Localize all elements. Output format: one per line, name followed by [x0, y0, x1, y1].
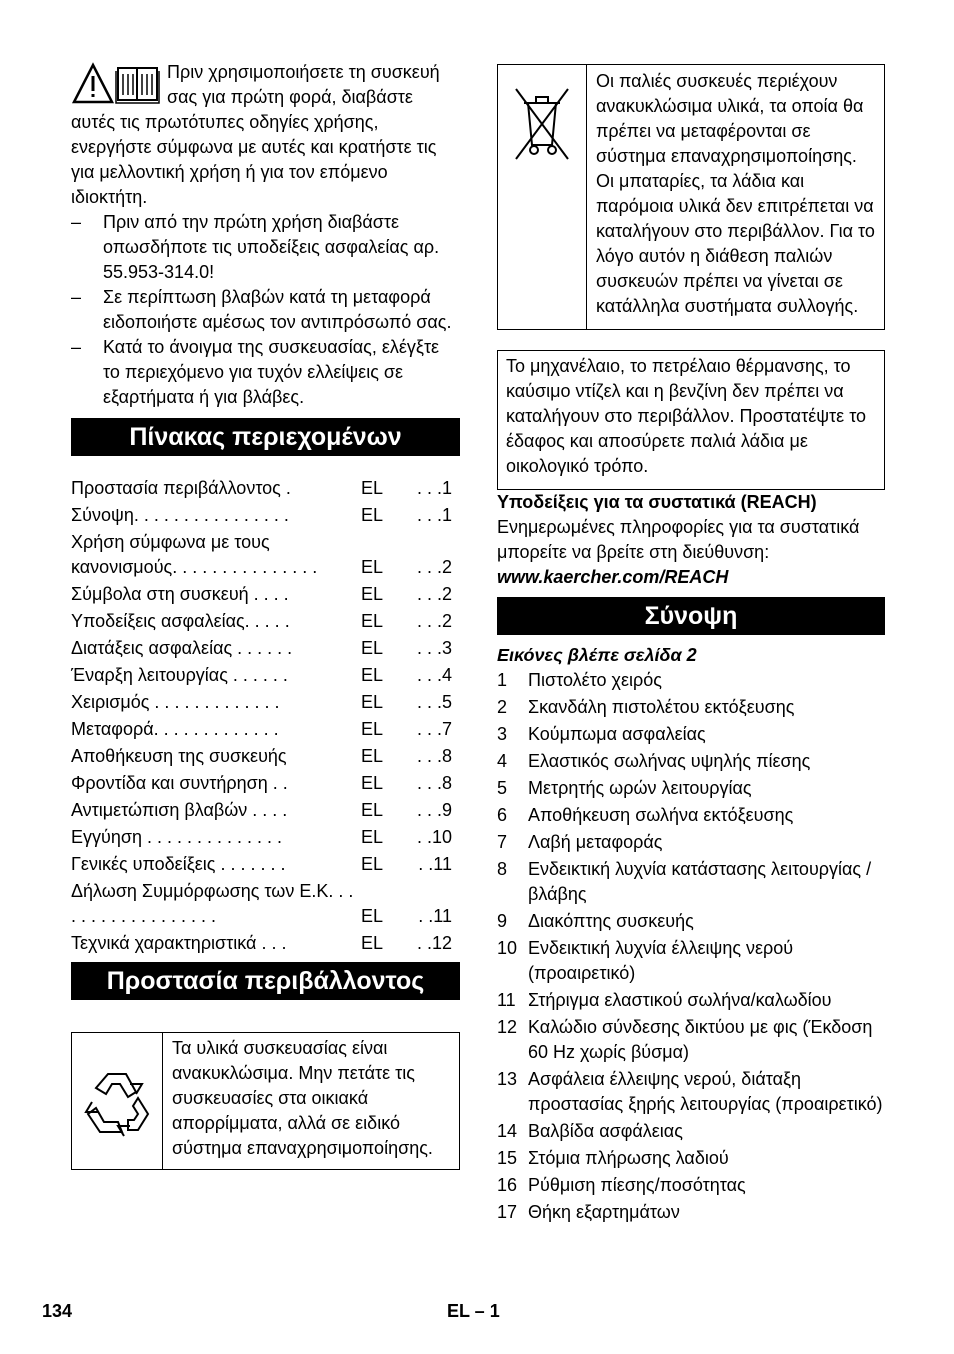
toc-entry-page: . .12 — [416, 933, 452, 953]
list-item — [497, 1119, 885, 1144]
list-item — [497, 936, 885, 986]
toc-entry-page: . . .3 — [416, 638, 452, 658]
item-number: 10 — [497, 938, 518, 958]
recycle-cell — [72, 1033, 163, 1169]
item-text: Πιστολέτο χειρός — [528, 670, 662, 690]
item-text: Ασφάλεια έλλειψης νερού, διάταξη προστασίας ξηρής λειτουργίας (προαιρετικό) — [528, 1069, 883, 1114]
toc-entry-page: . . .9 — [416, 800, 452, 820]
toc-row[interactable] — [71, 582, 460, 607]
list-item — [497, 722, 885, 747]
list-item — [497, 830, 885, 855]
toc-row[interactable] — [71, 744, 460, 769]
toc-entry-language: EL — [361, 933, 384, 953]
crossed-bin-icon — [512, 83, 572, 163]
toc-row[interactable] — [71, 663, 460, 688]
toc-entry-title: Διατάξεις ασφαλείας . . . . . . — [71, 638, 293, 658]
list-item — [497, 1173, 885, 1198]
warning-manual-icon — [71, 62, 161, 106]
figure-reference: Εικόνες βλέπε σελίδα 2 — [497, 645, 697, 665]
toc-entry-language: EL — [361, 557, 384, 577]
toc-entry-language: EL — [361, 505, 384, 525]
toc-entry-title: Σύμβολα στη συσκευή . . . . — [71, 584, 289, 604]
list-item — [497, 668, 885, 693]
toc-row[interactable] — [71, 636, 460, 661]
toc-entry-language: EL — [361, 478, 384, 498]
toc-entry-language: EL — [361, 746, 384, 766]
toc-entry-language: EL — [361, 665, 384, 685]
list-item — [497, 776, 885, 801]
item-number: 6 — [497, 805, 508, 825]
toc-entry-title: Τεχνικά χαρακτηριστικά . . . — [71, 933, 287, 953]
toc-row[interactable] — [71, 717, 460, 742]
toc-entry-language: EL — [361, 773, 384, 793]
weee-text: Οι παλιές συσκευές περιέχουν ανακυκλώσιμα υλικά, τα οποία θα πρέπει να μεταφέρονται σε σύστημα επαναχρησιμοποίησης. Οι μπαταρίες, τα λάδια και παρόμοια υλικά δεν επιτρέπεται να καταλήγουν στο περιβάλλον. Για το λόγο αυτόν η διάθεση παλιών συσκευών πρέπει να γίνεται σε κατάλληλα συστήματα συλλογής. — [596, 71, 875, 316]
toc-entry-page: . . .4 — [416, 665, 452, 685]
table-of-contents — [71, 476, 460, 956]
list-item — [497, 1067, 885, 1117]
item-text: Στήριγμα ελαστικού σωλήνα/καλωδίου — [528, 990, 832, 1010]
toc-entry-title: Μεταφορά. . . . . . . . . . . . . — [71, 719, 279, 739]
toc-row[interactable] — [71, 852, 460, 877]
list-item — [497, 803, 885, 828]
toc-entry-title: Χρήση σύμφωνα με τους κανονισμούς. . . . . . . . . . . . . . . — [71, 532, 318, 577]
recycle-text: Τα υλικά συσκευασίας είναι ανακυκλώσιμα. Μην πετάτε τις συσκευασίες στα οικιακά απορρίμματα, αλλά σε ειδικό σύστημα επαναχρησιμοποίησης. — [172, 1038, 433, 1158]
overview-list — [497, 668, 885, 1225]
item-text: Σκανδάλη πιστολέτου εκτόξευσης — [528, 697, 795, 717]
list-item — [497, 1015, 885, 1065]
list-item: – Σε περίπτωση βλαβών κατά τη μεταφορά ειδοποιήστε αμέσως τον αντιπρόσωπό σας. — [71, 285, 460, 335]
item-number: 12 — [497, 1017, 518, 1037]
weee-cell — [498, 65, 587, 329]
footer-language-page: EL – 1 — [447, 1301, 500, 1321]
toc-row[interactable] — [71, 690, 460, 715]
list-item — [497, 1146, 885, 1171]
item-text: Αποθήκευση σωλήνα εκτόξευσης — [528, 805, 794, 825]
item-number: 17 — [497, 1202, 518, 1222]
item-number: 5 — [497, 778, 508, 798]
item-text: Βαλβίδα ασφάλειας — [528, 1121, 683, 1141]
toc-row[interactable] — [71, 771, 460, 796]
toc-entry-page: . . .5 — [416, 692, 452, 712]
item-text: Στόμια πλήρωσης λαδιού — [528, 1148, 729, 1168]
item-text: Ενδεικτική λυχνία έλλειψης νερού (προαιρετικό) — [528, 938, 794, 983]
toc-entry-language: EL — [361, 800, 384, 820]
toc-entry-page: . . .2 — [416, 584, 452, 604]
toc-entry-title: Δήλωση Συμμόρφωσης των Ε.Κ. . . . . . . . . . . . . . . . . . — [71, 881, 354, 926]
toc-entry-title: Εγγύηση . . . . . . . . . . . . . . — [71, 827, 283, 847]
intro-list — [71, 210, 460, 410]
toc-entry-page: . . .2 — [416, 611, 452, 631]
right-column — [497, 64, 885, 1227]
toc-entry-title: Χειρισμός . . . . . . . . . . . . . — [71, 692, 280, 712]
reach-title: Υποδείξεις για τα συστατικά (REACH) — [497, 492, 817, 512]
item-text: Ενδεικτική λυχνία κατάστασης λειτουργίας / βλάβης — [528, 859, 872, 904]
toc-entry-language: EL — [361, 611, 384, 631]
item-number: 11 — [497, 990, 516, 1010]
page-number: 134 — [42, 1301, 73, 1321]
item-number: 9 — [497, 911, 508, 931]
toc-entry-page: . . .2 — [416, 557, 452, 577]
intro-text: Πριν χρησιμοποιήσετε τη συσκευή σας για πρώτη φορά, διαβάστε αυτές τις πρωτότυπες οδηγίες χρήσης, ενεργήστε σύμφωνα με αυτές και κρατήστε τις για μελλοντική χρήση ή για τον επόμενο ιδιοκτήτη. — [71, 62, 440, 207]
item-text: Διακόπτης συσκευής — [528, 911, 694, 931]
toc-row[interactable] — [71, 609, 460, 634]
overview-heading: Σύνοψη — [497, 597, 885, 635]
toc-heading: Πίνακας περιεχομένων — [71, 418, 460, 456]
item-number: 13 — [497, 1069, 518, 1089]
item-text: Λαβή μεταφοράς — [528, 832, 663, 852]
item-text: Θήκη εξαρτημάτων — [528, 1202, 680, 1222]
toc-entry-language: EL — [361, 854, 384, 874]
item-text: Κούμπωμα ασφαλείας — [528, 724, 706, 744]
oil-box: Το μηχανέλαιο, το πετρέλαιο θέρμανσης, το καύσιμο ντίζελ και η βενζίνη δεν πρέπει να καταλήγουν στο περιβάλλον. Προστατέψτε το έδαφος και αποσύρετε παλιά λάδια με οικολογικό τρόπο. — [497, 350, 885, 490]
toc-entry-page: . . .1 — [416, 505, 452, 525]
toc-row[interactable] — [71, 798, 460, 823]
toc-entry-language: EL — [361, 719, 384, 739]
item-number: 4 — [497, 751, 508, 771]
toc-entry-title: Έναρξη λειτουργίας . . . . . . — [71, 665, 288, 685]
toc-entry-title: Φροντίδα και συντήρηση . . — [71, 773, 288, 793]
toc-entry-language: EL — [361, 692, 384, 712]
toc-row[interactable] — [71, 476, 460, 501]
environment-heading: Προστασία περιβάλλοντος — [71, 962, 460, 1000]
list-item — [497, 988, 885, 1013]
toc-entry-language: EL — [361, 584, 384, 604]
list-item — [497, 909, 885, 934]
toc-entry-page: . .11 — [418, 854, 452, 874]
toc-row[interactable] — [71, 503, 460, 528]
recycle-icon — [78, 1062, 156, 1140]
intro-section — [71, 60, 460, 410]
toc-row[interactable] — [71, 825, 460, 850]
list-item — [497, 857, 885, 907]
item-number: 2 — [497, 697, 508, 717]
item-number: 8 — [497, 859, 508, 879]
toc-entry-page: . . .1 — [416, 478, 452, 498]
toc-row[interactable] — [71, 931, 460, 956]
item-number: 14 — [497, 1121, 518, 1141]
toc-entry-title: Αποθήκευση της συσκευής — [71, 746, 287, 766]
toc-entry-page: . . .8 — [416, 773, 452, 793]
left-column — [71, 60, 460, 1170]
toc-entry-page: . .10 — [416, 827, 452, 847]
toc-entry-title: Γενικές υποδείξεις . . . . . . . — [71, 854, 286, 874]
reach-text: Ενημερωμένες πληροφορίες για τα συστατικά μπορείτε να βρείτε στη διεύθυνση: — [497, 517, 860, 562]
item-number: 7 — [497, 832, 508, 852]
item-text: Ελαστικός σωλήνας υψηλής πίεσης — [528, 751, 811, 771]
toc-entry-language: EL — [361, 827, 384, 847]
toc-row[interactable] — [71, 530, 460, 580]
list-item — [497, 695, 885, 720]
toc-entry-language: EL — [361, 906, 384, 926]
item-number: 15 — [497, 1148, 518, 1168]
reach-url[interactable]: www.kaercher.com/REACH — [497, 567, 729, 587]
list-item — [497, 749, 885, 774]
toc-entry-page: . .11 — [418, 906, 452, 926]
recycling-box — [71, 1032, 460, 1170]
list-item: – Πριν από την πρώτη χρήση διαβάστε οπωσδήποτε τις υποδείξεις ασφαλείας αρ. 55.953-314.0! — [71, 210, 460, 285]
toc-entry-language: EL — [361, 638, 384, 658]
toc-entry-title: Σύνοψη. . . . . . . . . . . . . . . . — [71, 505, 289, 525]
item-number: 1 — [497, 670, 508, 690]
list-item — [497, 1200, 885, 1225]
toc-entry-page: . . .7 — [416, 719, 452, 739]
item-number: 16 — [497, 1175, 518, 1195]
list-item: – Κατά το άνοιγμα της συσκευασίας, ελέγξτε το περιεχόμενο για τυχόν ελλείψεις σε εξαρτήματα ή για βλάβες. — [71, 335, 460, 410]
weee-box — [497, 64, 885, 330]
toc-entry-title: Αντιμετώπιση βλαβών . . . . — [71, 800, 288, 820]
toc-row[interactable] — [71, 879, 460, 929]
toc-entry-title: Υποδείξεις ασφαλείας. . . . . — [71, 611, 290, 631]
item-text: Μετρητής ωρών λειτουργίας — [528, 778, 752, 798]
toc-entry-page: . . .8 — [416, 746, 452, 766]
toc-entry-title: Προστασία περιβάλλοντος . — [71, 478, 291, 498]
item-number: 3 — [497, 724, 508, 744]
item-text: Ρύθμιση πίεσης/ποσότητας — [528, 1175, 746, 1195]
item-text: Καλώδιο σύνδεσης δικτύου με φις (Έκδοση 60 Hz χωρίς βύσμα) — [528, 1017, 873, 1062]
